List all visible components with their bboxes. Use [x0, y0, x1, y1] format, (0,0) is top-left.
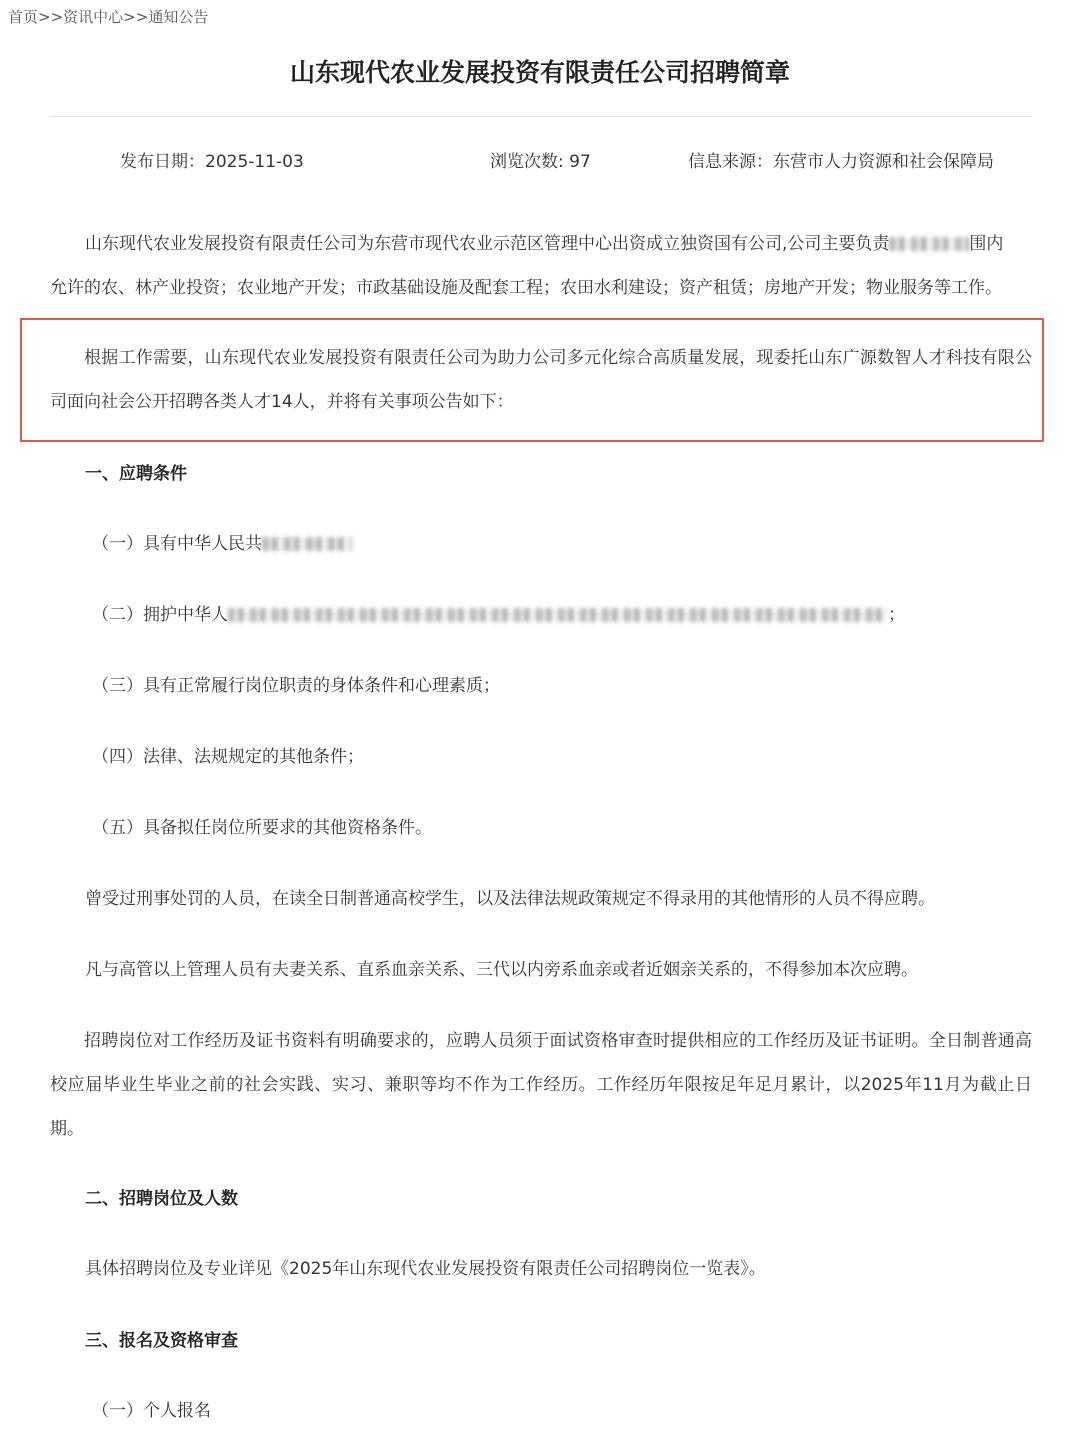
breadcrumb	[8, 6, 208, 27]
condition-1-text: （一）具有中华人民共	[92, 534, 262, 554]
exclusion-paragraph-2: 凡与高管以上管理人员有夫妻关系、直系血亲关系、三代以内旁系血亲或者近姻亲关系的，不得参加本次应聘。	[85, 960, 918, 980]
intro-paragraph-line2: 允许的农、林产业投资；农业地产开发；市政基础设施及配套工程；农田水利建设；资产租赁；房地产开发；物业服务等工作。	[50, 278, 1002, 298]
page-title: 山东现代农业发展投资有限责任公司招聘简章	[289, 58, 790, 87]
breadcrumb-separator: >>	[38, 8, 64, 26]
condition-1	[92, 522, 352, 566]
info-source: 信息来源：东营市人力资源和社会保障局	[688, 152, 994, 172]
registration-sub-1: （一）个人报名	[92, 1401, 211, 1421]
redacted-text	[228, 608, 888, 622]
condition-3: （三）具有正常履行岗位职责的身体条件和心理素质；	[92, 676, 500, 696]
section-heading-conditions: 一、应聘条件	[85, 464, 187, 484]
title-divider	[50, 116, 1032, 117]
breadcrumb-info-center-link[interactable]: 资讯中心	[63, 8, 124, 26]
condition-4: （四）法律、法规规定的其他条件；	[92, 747, 364, 767]
condition-2-text: （二）拥护中华人	[92, 605, 228, 625]
positions-paragraph: 具体招聘岗位及专业详见《2025年山东现代农业发展投资有限责任公司招聘岗位一览表》。	[85, 1259, 766, 1279]
publish-date: 发布日期：2025-11-03	[120, 152, 304, 172]
exclusion-paragraph-1: 曾受过刑事处罚的人员，在读全日制普通高校学生，以及法律法规政策规定不得录用的其他情形的人员不得应聘。	[85, 889, 935, 909]
experience-paragraph: 招聘岗位对工作经历及证书资料有明确要求的，应聘人员须于面试资格审查时提供相应的工作经历及证书证明。全日制普通高校应届毕业生毕业之前的社会实践、实习、兼职等均不作为工作经历。工作经历年限按足年足月累计，以2025年11月为截止日期。	[50, 1031, 1032, 1139]
section-heading-registration: 三、报名及资格审查	[85, 1331, 238, 1351]
redacted-text	[262, 537, 352, 551]
redacted-text	[889, 237, 969, 251]
condition-2	[92, 593, 905, 637]
intro-text-part1: 山东现代农业发展投资有限责任公司为东营市现代农业示范区管理中心出资成立独资国有公司,公司主要负责	[85, 234, 890, 254]
breadcrumb-separator: >>	[123, 8, 149, 26]
highlight-paragraph: 根据工作需要，山东现代农业发展投资有限责任公司为助力公司多元化综合高质量发展，现委托山东广源数智人才科技有限公司面向社会公开招聘各类人才14人，并将有关事项公告如下：	[50, 348, 1032, 412]
condition-5: （五）具备拟任岗位所要求的其他资格条件。	[92, 818, 432, 838]
condition-2-end: ；	[888, 605, 905, 625]
breadcrumb-notice-link[interactable]: 通知公告	[148, 8, 209, 26]
intro-paragraph-line1	[85, 222, 1003, 266]
section-heading-positions: 二、招聘岗位及人数	[85, 1189, 238, 1209]
view-count: 浏览次数: 97	[490, 152, 591, 172]
intro-text-part2: 围内	[969, 234, 1004, 254]
breadcrumb-home-link[interactable]: 首页	[8, 8, 39, 26]
